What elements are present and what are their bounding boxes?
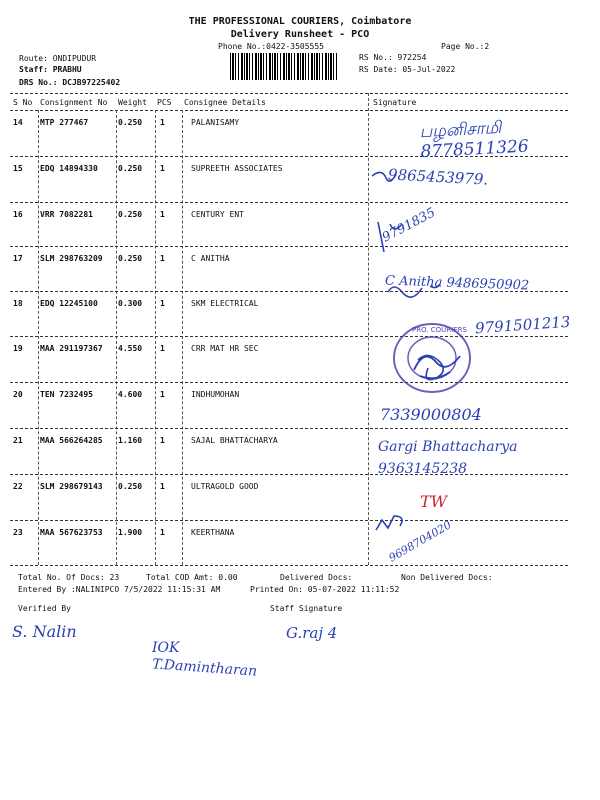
row-weight: 1.900	[118, 528, 143, 537]
row-consignment: VRR 7082281	[40, 210, 93, 219]
row-weight: 0.250	[118, 164, 143, 173]
row-pcs: 1	[160, 482, 165, 491]
row-consignment: SLM 298679143	[40, 482, 103, 491]
row-consignment: EDQ 14894330	[40, 164, 98, 173]
row-consignee: SUPREETH ASSOCIATES	[191, 164, 283, 173]
total-cod: Total COD Amt: 0.00	[146, 573, 238, 582]
row-consignment: EDQ 12245100	[40, 299, 98, 308]
signature-row-23: 9698704020	[386, 518, 454, 565]
col-consignee: Consignee Details	[184, 98, 266, 107]
row-weight: 1.160	[118, 436, 143, 445]
row-sno: 15	[13, 164, 23, 173]
total-docs: Total No. Of Docs: 23	[18, 573, 120, 582]
row-weight: 0.250	[118, 210, 143, 219]
row-weight: 4.550	[118, 344, 143, 353]
row-sno: 16	[13, 210, 23, 219]
signature-bottom-1: IOK	[152, 640, 180, 656]
row-weight: 0.250	[118, 254, 143, 263]
row-consignee: SKM ELECTRICAL	[191, 299, 259, 308]
drs-number: DRS No.: DCJB97225402	[19, 78, 121, 87]
page-number: Page No.:2	[441, 42, 490, 51]
rs-number: RS No.: 972254	[359, 53, 427, 62]
row-consignee: ULTRAGOLD GOOD	[191, 482, 259, 491]
signature-row-20: 7339000804	[380, 405, 482, 424]
courier-stamp	[390, 318, 478, 398]
signature-bottom-2: T.Damintharan	[151, 656, 258, 680]
barcode-image	[230, 53, 337, 80]
row-sno: 23	[13, 528, 23, 537]
company-name: THE PROFESSIONAL COURIERS, Coimbatore	[188, 16, 412, 27]
route: Route: ONDIPUDUR	[19, 54, 97, 63]
row-consignee: C ANITHA	[191, 254, 230, 263]
signature-row-14: பழனிசாமி 8778511326	[419, 117, 530, 163]
entered-by: Entered By :NALINIPCO 7/5/2022 11:15:31 AM	[18, 585, 221, 594]
signature-row-15: 9865453979.	[387, 165, 489, 189]
staff-signature: G.raj 4	[286, 624, 338, 642]
row-pcs: 1	[160, 164, 165, 173]
row-sno: 19	[13, 344, 23, 353]
row-weight: 0.300	[118, 299, 143, 308]
row-consignment: SLM 298763209	[40, 254, 103, 263]
row-consignee: CENTURY ENT	[191, 210, 244, 219]
row-sno: 18	[13, 299, 23, 308]
col-consignment: Consignment No	[40, 98, 108, 107]
row-pcs: 1	[160, 436, 165, 445]
row-consignee: INDHUMOHAN	[191, 390, 240, 399]
signature-row-16: 9791835	[379, 205, 439, 246]
row-consignee: SAJAL BHATTACHARYA	[191, 436, 278, 445]
row-consignment: MAA 566264285	[40, 436, 103, 445]
row-weight: 4.600	[118, 390, 143, 399]
row-consignment: MTP 277467	[40, 118, 89, 127]
col-pcs: PCS	[157, 98, 172, 107]
row-consignment: MAA 291197367	[40, 344, 103, 353]
row-pcs: 1	[160, 299, 165, 308]
delivered-docs: Delivered Docs:	[280, 573, 353, 582]
signature-row-21: Gargi Bhattacharya 9363145238	[378, 439, 518, 477]
col-sno: S No	[13, 98, 33, 107]
non-delivered-docs: Non Delivered Docs:	[401, 573, 493, 582]
col-signature: Signature	[373, 98, 417, 107]
row-pcs: 1	[160, 254, 165, 263]
row-consignment: MAA 567623753	[40, 528, 103, 537]
signature-row-18: 9791501213	[474, 312, 571, 338]
stamp-text: PRO. COURIERS	[412, 326, 467, 334]
staff: Staff: PRABHU	[19, 65, 82, 74]
row-sno: 21	[13, 436, 23, 445]
printed-on: Printed On: 05-07-2022 11:11:52	[250, 585, 400, 594]
verified-signature: S. Nalin	[12, 622, 77, 641]
row-pcs: 1	[160, 210, 165, 219]
row-sno: 20	[13, 390, 23, 399]
phone-number: Phone No.:0422-3505555	[218, 42, 324, 51]
row-consignee: KEERTHANA	[191, 528, 235, 537]
signature-row-17: C Anitha 9486950902	[384, 273, 530, 294]
row-pcs: 1	[160, 390, 165, 399]
row-consignee: PALANISAMY	[191, 118, 240, 127]
row-sno: 22	[13, 482, 23, 491]
row-weight: 0.250	[118, 118, 143, 127]
row-pcs: 1	[160, 528, 165, 537]
row-sno: 14	[13, 118, 23, 127]
row-pcs: 1	[160, 118, 165, 127]
rs-date: RS Date: 05-Jul-2022	[359, 65, 456, 74]
row-weight: 0.250	[118, 482, 143, 491]
verified-by-label: Verified By	[18, 604, 71, 613]
page-title: Delivery Runsheet - PCO	[230, 29, 370, 40]
signature-row-22: TW	[420, 492, 448, 511]
row-consignment: TEN 7232495	[40, 390, 93, 399]
row-pcs: 1	[160, 344, 165, 353]
staff-signature-label: Staff Signature	[270, 604, 343, 613]
row-sno: 17	[13, 254, 23, 263]
row-consignee: CRR MAT HR SEC	[191, 344, 259, 353]
col-weight: Weight	[118, 98, 147, 107]
